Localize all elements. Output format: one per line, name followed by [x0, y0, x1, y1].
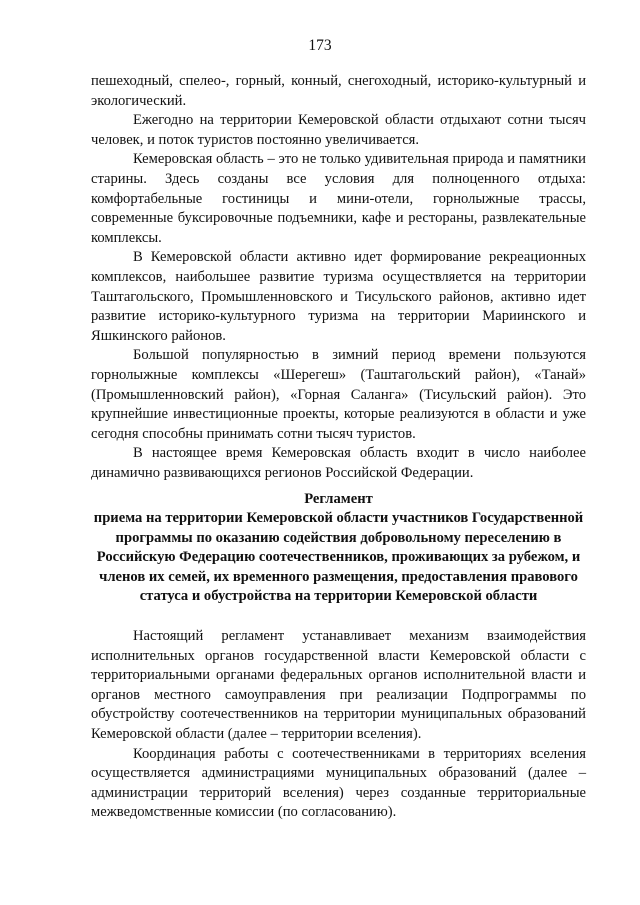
intro-paragraph-2: Ежегодно на территории Кемеровской области отдыхают сотни тысяч человек, и поток туристов постоянно увеличивается. [91, 112, 586, 148]
regulation-body [91, 627, 586, 823]
intro-section [91, 72, 586, 483]
intro-paragraph-4: В Кемеровской области активно идет формирование рекреационных комплексов, наибольшее развитие туризма осуществляется на территории Таштагольского, Промышленновского и Тисульского районов, активно идет развитие историко-культурного туризма на территории Мариинского и Яшкинского районов. [91, 249, 586, 344]
page-number: 173 [308, 37, 332, 54]
intro-paragraph-1: пешеходный, спелео-, горный, конный, снегоходный, историко-культурный и экологический. [91, 73, 586, 109]
regulation-heading [91, 490, 586, 606]
regulation-subtitle: приема на территории Кемеровской области участников Государственной программы по оказанию содействия добровольному переселению в Российскую Федерацию соотечественников, проживающих за рубежом, и членов их семей, их временного размещения, предоставления правового статуса и обустройства на территории Кемеровской области [93, 510, 584, 605]
intro-paragraph-3: Кемеровская область – это не только удивительная природа и памятники старины. Здесь созданы все условия для полноценного отдыха: комфортабельные гостиницы и мини-отели, горнолыжные трассы, современные буксировочные подъемники, кафе и рестораны, развлекательные комплексы. [91, 151, 586, 246]
intro-paragraph-5: Большой популярностью в зимний период времени пользуются горнолыжные комплексы «Шерегеш» (Таштагольский район), «Танай» (Промышленновский район), «Горная Саланга» (Тисульский район). Это крупнейшие инвестиционные проекты, которые реализуются в области и уже сегодня способны принимать сотни тысяч туристов. [91, 347, 586, 442]
regulation-title: Регламент [304, 491, 373, 507]
regulation-paragraph-1: Настоящий регламент устанавливает механизм взаимодействия исполнительных органов государственной власти Кемеровской области с территориальными органами федеральных органов исполнительной власти и органов местного самоуправления при реализации Подпрограммы по обустройству соотечественников на территории муниципальных образований Кемеровской области (далее – территории вселения). [91, 628, 586, 742]
intro-paragraph-6: В настоящее время Кемеровская область входит в число наиболее динамично развивающихся регионов Российской Федерации. [91, 445, 586, 481]
regulation-paragraph-2: Координация работы с соотечественниками в территориях вселения осуществляется администрациями муниципальных образований (далее – администрации территорий вселения) через созданные территориальные межведомственные комиссии (по согласованию). [91, 745, 586, 821]
